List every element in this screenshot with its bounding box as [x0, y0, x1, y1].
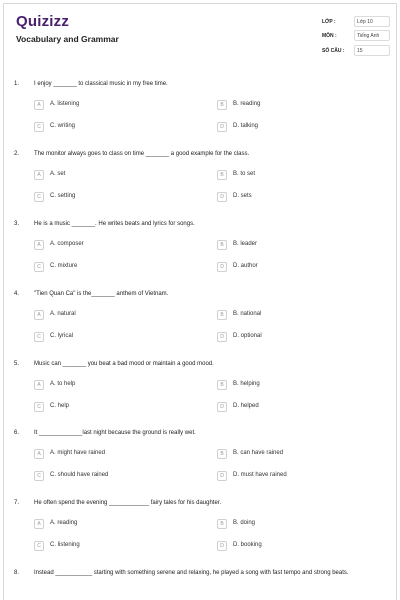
subject-value: Tiếng Anh [357, 33, 380, 39]
answer-option[interactable] [217, 122, 387, 134]
question-count-label: SỐ CÂU : [322, 48, 345, 54]
question-text: Instead ___________ starting with something serene and relaxing, he played a song with fast tempo and strong beats. [34, 570, 349, 576]
option-letter-badge: C [34, 541, 44, 551]
question-number: 6. [14, 430, 20, 436]
option-text: D. sets [233, 193, 252, 199]
subject-label: MÔN : [322, 33, 337, 39]
question-number: 5. [14, 361, 20, 367]
option-text: B. doing [233, 520, 256, 526]
question-text: It _____________last night because the ground is really wet. [34, 430, 196, 436]
option-text: B. helping [233, 381, 260, 387]
option-text: C. should have rained [50, 472, 109, 478]
answer-option[interactable] [34, 100, 204, 112]
option-letter-badge: D [217, 402, 227, 412]
option-text: B. reading [233, 101, 261, 107]
option-text: B. to set [233, 171, 256, 177]
answer-option[interactable] [217, 262, 387, 274]
option-text: C. lyrical [50, 333, 74, 339]
option-letter-badge: A [34, 240, 44, 250]
answer-option[interactable] [34, 332, 204, 344]
option-text: C. mixture [50, 263, 78, 269]
answer-option[interactable] [217, 380, 387, 392]
option-letter-badge: D [217, 332, 227, 342]
option-letter-badge: A [34, 310, 44, 320]
option-text: B. can have rained [233, 450, 284, 456]
option-letter-badge: D [217, 541, 227, 551]
option-text: D. author [233, 263, 258, 269]
answer-option[interactable] [217, 541, 387, 553]
answer-option[interactable] [34, 449, 204, 461]
answer-option[interactable] [34, 402, 204, 414]
question-number: 1. [14, 81, 20, 87]
option-letter-badge: C [34, 471, 44, 481]
option-letter-badge: D [217, 122, 227, 132]
option-letter-badge: A [34, 170, 44, 180]
answer-option[interactable] [34, 310, 204, 322]
option-text: C. writing [50, 123, 76, 129]
option-letter-badge: C [34, 332, 44, 342]
answer-option[interactable] [217, 402, 387, 414]
answer-option[interactable] [34, 471, 204, 483]
option-letter-badge: B [217, 449, 227, 459]
option-letter-badge: C [34, 262, 44, 272]
option-text: D. talking [233, 123, 259, 129]
option-letter-badge: C [34, 192, 44, 202]
question-text: "Tien Quan Ca" is the_______ anthem of Vietnam. [34, 291, 169, 297]
option-letter-badge: A [34, 100, 44, 110]
option-letter-badge: B [217, 100, 227, 110]
option-text: D. optional [233, 333, 262, 339]
option-text: A. set [50, 171, 66, 177]
class-label: LỚP : [322, 19, 336, 25]
answer-option[interactable] [217, 100, 387, 112]
option-text: A. reading [50, 520, 78, 526]
option-text: C. help [50, 403, 70, 409]
option-letter-badge: B [217, 170, 227, 180]
option-text: C. setting [50, 193, 76, 199]
question-text: The monitor always goes to class on time _______ a good example for the class. [34, 151, 250, 157]
answer-option[interactable] [34, 122, 204, 134]
answer-option[interactable] [217, 332, 387, 344]
answer-option[interactable] [34, 380, 204, 392]
answer-option[interactable] [217, 519, 387, 531]
option-text: A. to help [50, 381, 76, 387]
worksheet-header [4, 4, 396, 68]
question-number: 2. [14, 151, 20, 157]
option-letter-badge: A [34, 449, 44, 459]
option-text: A. listening [50, 101, 80, 107]
option-letter-badge: D [217, 262, 227, 272]
quizizz-logo: Quizizz [16, 13, 70, 30]
option-letter-badge: D [217, 471, 227, 481]
answer-option[interactable] [34, 192, 204, 204]
answer-option[interactable] [217, 310, 387, 322]
answer-option[interactable] [34, 262, 204, 274]
option-text: A. composer [50, 241, 84, 247]
answer-option[interactable] [34, 170, 204, 182]
option-text: B. leader [233, 241, 258, 247]
option-letter-badge: B [217, 380, 227, 390]
option-text: D. must have rained [233, 472, 287, 478]
question-text: Music can _______ you beat a bad mood or maintain a good mood. [34, 361, 214, 367]
question-number: 4. [14, 291, 20, 297]
answer-option[interactable] [217, 449, 387, 461]
option-text: D. helped [233, 403, 259, 409]
option-letter-badge: B [217, 519, 227, 529]
option-text: B. national [233, 311, 262, 317]
answer-option[interactable] [217, 192, 387, 204]
answer-option[interactable] [217, 170, 387, 182]
option-text: D. booking [233, 542, 262, 548]
option-letter-badge: C [34, 122, 44, 132]
option-letter-badge: C [34, 402, 44, 412]
answer-option[interactable] [34, 240, 204, 252]
option-text: A. might have rained [50, 450, 106, 456]
answer-option[interactable] [34, 519, 204, 531]
question-number: 7. [14, 500, 20, 506]
worksheet-title: Vocabulary and Grammar [16, 34, 119, 44]
worksheet-page [3, 3, 397, 600]
question-number: 8. [14, 570, 20, 576]
answer-option[interactable] [217, 471, 387, 483]
option-letter-badge: A [34, 380, 44, 390]
answer-option[interactable] [217, 240, 387, 252]
question-number: 3. [14, 221, 20, 227]
question-count-value: 15 [357, 48, 363, 54]
answer-option[interactable] [34, 541, 204, 553]
question-text: He often spend the evening ____________ fairy tales for his daughter. [34, 500, 222, 506]
option-text: C. listening [50, 542, 80, 548]
option-letter-badge: D [217, 192, 227, 202]
question-text: He is a music _______. He writes beats and lyrics for songs. [34, 221, 195, 227]
question-text: I enjoy _______ to classical music in my free time. [34, 81, 168, 87]
option-letter-badge: B [217, 310, 227, 320]
option-text: A. natural [50, 311, 76, 317]
option-letter-badge: B [217, 240, 227, 250]
class-value: Lớp 10 [357, 19, 373, 25]
option-letter-badge: A [34, 519, 44, 529]
